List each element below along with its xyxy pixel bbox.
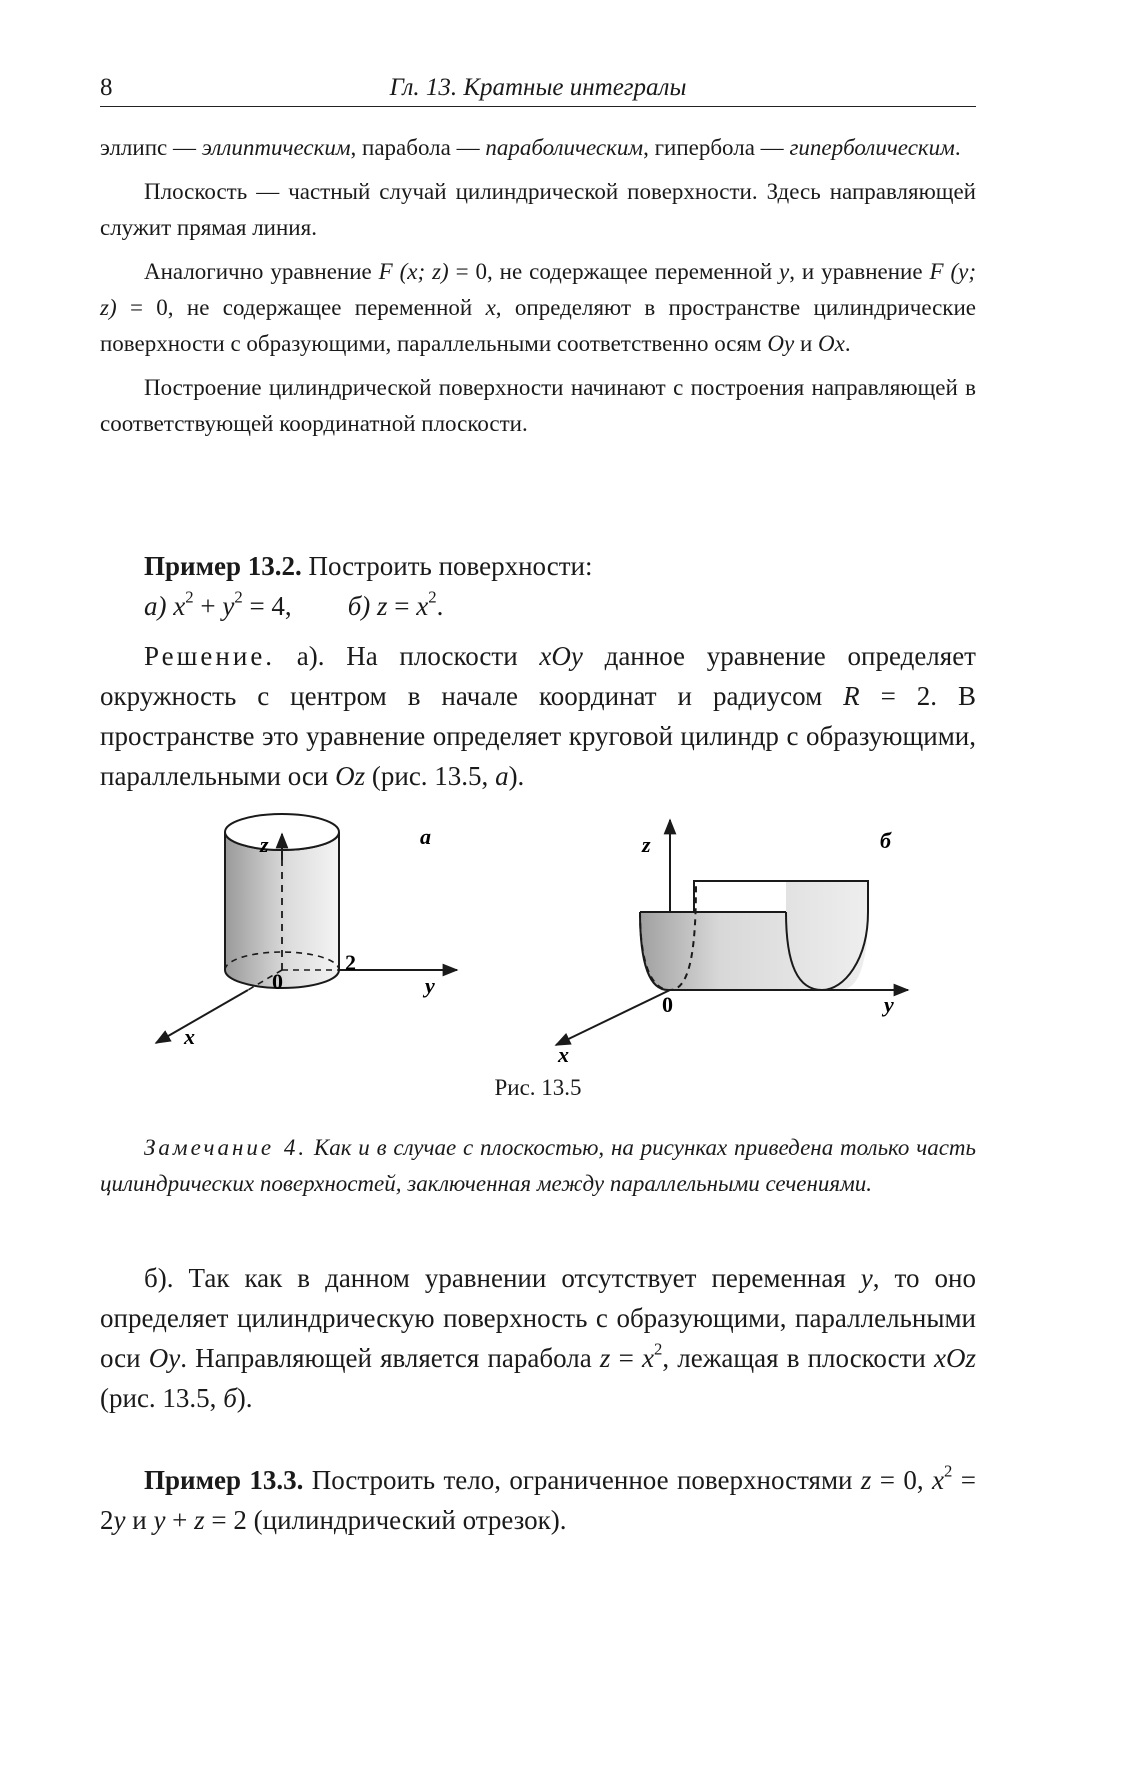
text: = 2. В пространстве это уравнение определяет круговой цилиндр с образующими, параллельными оси: [100, 681, 976, 791]
paragraph-5: [100, 1258, 976, 1418]
text: б). Так как в данном уравнении отсутствует переменная: [144, 1263, 861, 1293]
item-label: а): [144, 591, 174, 621]
exponent: 2: [234, 587, 243, 607]
exponent: 2: [944, 1461, 953, 1481]
math: = 0,: [871, 1465, 933, 1495]
math: = 2: [100, 1465, 976, 1535]
math: .: [436, 591, 444, 621]
math: y: [860, 1263, 873, 1293]
text: , гипербола —: [643, 135, 790, 160]
text: = 0, не содержащее переменной: [448, 259, 780, 284]
axis-z-label: z: [642, 832, 651, 857]
axis-x-label: x: [558, 1042, 569, 1067]
text: , лежащая в плоскости: [662, 1343, 935, 1373]
text: (рис. 13.5,: [100, 1383, 224, 1413]
text: и: [125, 1505, 154, 1535]
math: =: [387, 591, 417, 621]
math: =: [610, 1343, 642, 1373]
text: , парабола —: [350, 135, 486, 160]
math: Ox: [818, 331, 845, 356]
text: .: [954, 135, 961, 160]
text: эллипс —: [100, 135, 202, 160]
math: x: [173, 591, 186, 621]
paragraph-3: [100, 254, 976, 362]
axis-y-label: y: [425, 973, 435, 998]
example-heading: [100, 546, 976, 586]
paragraph-1: [100, 130, 976, 166]
math: xOz: [934, 1343, 977, 1373]
math: +: [193, 591, 223, 621]
remark-word: Замечание 4.: [144, 1135, 308, 1160]
remark-paragraph: [100, 1130, 976, 1202]
figure-label-b: б: [880, 828, 891, 853]
figure-13-5: [100, 800, 976, 1070]
figure-caption: Рис. 13.5: [494, 1075, 582, 1100]
figure-label-a: а: [420, 824, 431, 849]
math: б: [223, 1383, 237, 1413]
text: а). На плоскости: [275, 641, 540, 671]
text: = 2 (цилиндрический отрезок).: [204, 1505, 567, 1535]
math: а: [495, 761, 509, 791]
text: Построить поверхности:: [301, 551, 593, 581]
math: Oy: [148, 1343, 181, 1373]
term: параболическим: [485, 135, 644, 160]
origin-label: 0: [662, 992, 673, 1017]
math: y: [779, 259, 790, 284]
text: данное уравнение определяет окружность с центром в начале координат и радиусом: [100, 641, 976, 711]
running-title: Гл. 13. Кратные интегралы: [389, 74, 687, 101]
math: y: [222, 591, 235, 621]
exponent: 2: [185, 587, 194, 607]
text: (рис. 13.5,: [365, 761, 496, 791]
text: = 0, не содержащее переменной: [116, 295, 486, 320]
remark-4: [100, 1130, 976, 1202]
math: z: [377, 591, 388, 621]
text: . Направляющей является парабола: [180, 1343, 600, 1373]
math: +: [165, 1505, 195, 1535]
math: z: [599, 1343, 611, 1373]
text: и: [794, 331, 818, 356]
origin-label: 0: [272, 969, 283, 994]
example-3-paragraph: [100, 1460, 976, 1540]
exponent: 2: [653, 1339, 663, 1359]
item-label: б): [347, 591, 378, 621]
text: ).: [236, 1383, 253, 1413]
text: , определяют в пространстве цилиндрические поверхности с образующими, параллельными соответственно осям: [100, 295, 977, 356]
text: .: [844, 331, 851, 356]
figure-b-parabolic-cylinder: [556, 820, 908, 1067]
example-title: Пример 13.3.: [144, 1465, 304, 1495]
term: гиперболическим: [789, 135, 955, 160]
math: y: [153, 1505, 166, 1535]
text: , и уравнение: [789, 259, 930, 284]
text: , то оно определяет цилиндрическую поверхность с образующими, параллельными оси: [100, 1263, 976, 1373]
math: x: [485, 295, 496, 320]
axis-z-label: z: [260, 832, 269, 857]
page-number: 8: [100, 74, 113, 101]
math: y: [113, 1505, 126, 1535]
math: x: [932, 1465, 945, 1495]
math: xOy: [539, 641, 583, 671]
radius-label: 2: [345, 950, 356, 975]
text: Построить тело, ограниченное поверхностями: [303, 1465, 861, 1495]
math: Oy: [767, 331, 795, 356]
math: = 4,: [242, 591, 292, 621]
term: эллиптическим: [201, 135, 351, 160]
example-13-2: [100, 546, 976, 796]
axis-y-label: y: [884, 992, 894, 1017]
figure-a-cylinder: [156, 814, 457, 1049]
text: ).: [508, 761, 525, 791]
example-items: [100, 586, 976, 626]
example-title: Пример 13.2.: [144, 551, 302, 581]
solution-paragraph: [100, 636, 976, 796]
math: F (y; z): [100, 259, 976, 320]
axis-x-label: x: [184, 1024, 195, 1049]
remark-text: Как и в случае с плоскостью, на рисунках приведена только часть цилиндрических поверхностей, заключенная между параллельными сечениями.: [100, 1135, 976, 1196]
math: x: [416, 591, 429, 621]
math: F (x; z): [378, 259, 449, 284]
math: x: [641, 1343, 654, 1373]
math: z: [860, 1465, 872, 1495]
solution-word: Решение.: [144, 641, 276, 671]
paragraph-4: Построение цилиндрической поверхности начинают с построения направляющей в соответствующей координатной плоскости.: [100, 375, 976, 436]
example-13-3: [100, 1460, 976, 1540]
paragraph-2: Плоскость — частный случай цилиндрической поверхности. Здесь направляющей служит прямая линия.: [100, 179, 976, 240]
text: Аналогично уравнение: [144, 259, 379, 284]
math: R: [843, 681, 860, 711]
body-text-top: [100, 130, 976, 442]
exponent: 2: [428, 587, 437, 607]
page-header: [100, 70, 976, 107]
math: z: [194, 1505, 205, 1535]
part-b-paragraph: [100, 1258, 976, 1418]
math: Oz: [335, 761, 366, 791]
